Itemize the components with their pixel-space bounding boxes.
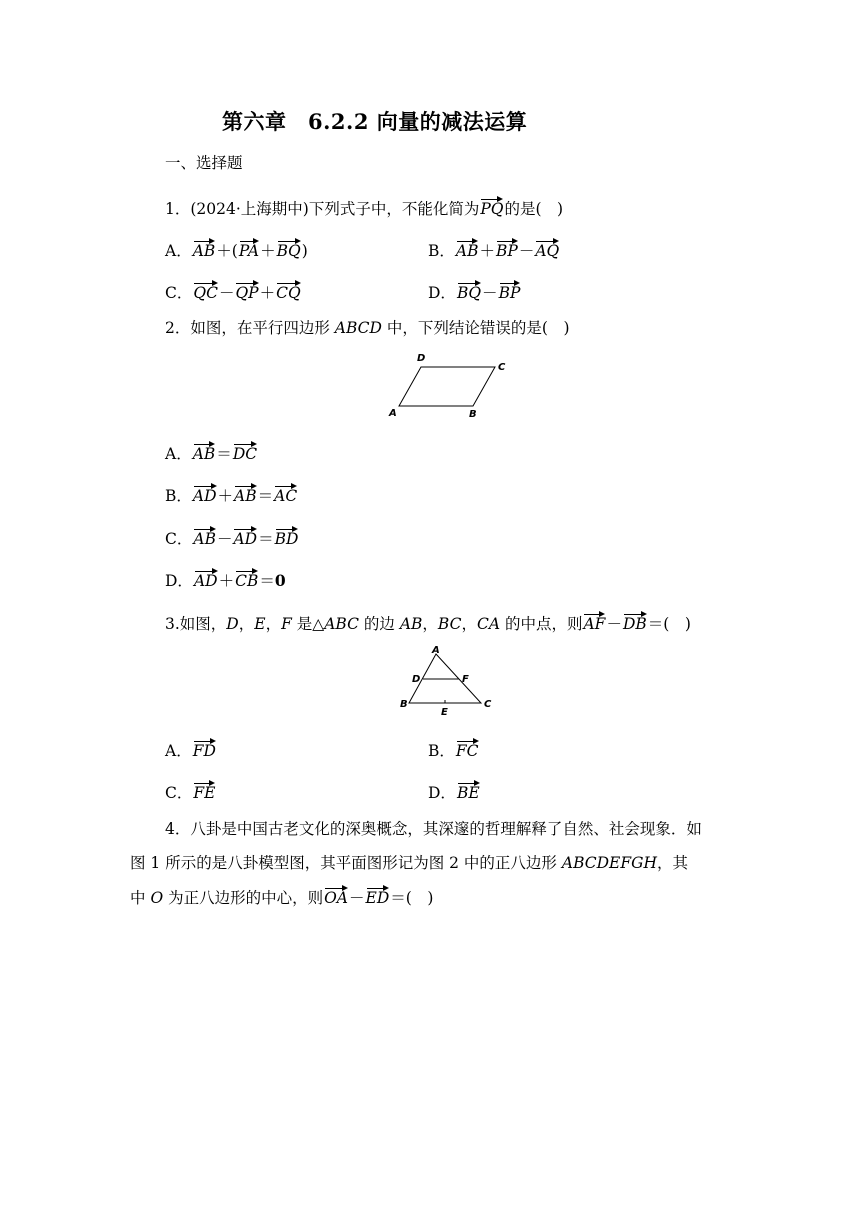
operator: － — [606, 615, 622, 633]
option-label: D． — [428, 784, 456, 802]
q2-stem-text: 2．如图，在平行四边形 — [165, 319, 335, 337]
q3-text: ， — [265, 615, 282, 633]
figure-label-d: D — [412, 674, 421, 685]
operator: ) — [301, 242, 308, 260]
q2-option-c[interactable] — [165, 526, 299, 549]
figure-label-c: C — [498, 362, 506, 373]
figure-label-f: F — [462, 674, 469, 685]
operator: － — [216, 530, 233, 548]
q3-text: ， — [238, 615, 255, 633]
q3-italic: ABC — [324, 615, 359, 633]
q3-italic: AB — [399, 615, 423, 633]
operator: ＝ — [258, 530, 274, 548]
vector: CQ — [276, 280, 301, 302]
operator: ＝ — [216, 445, 232, 463]
operator: ＝ — [257, 487, 274, 505]
vector: FE — [193, 780, 215, 802]
option-label: D． — [165, 572, 193, 590]
vector: AB — [193, 238, 216, 260]
page-title: 第六章 6.2.2 向量的减法运算 — [222, 109, 528, 134]
operator: － — [482, 284, 498, 302]
vector-af: AF — [583, 611, 605, 633]
vector-db: DB — [623, 611, 647, 633]
q3-text: 的中点，则 — [500, 615, 583, 633]
vector: QC — [193, 280, 218, 302]
q3-italic: E — [254, 615, 266, 633]
vector: AB — [456, 238, 479, 260]
q2-option-d[interactable] — [165, 568, 286, 591]
q4-italic: ABCDEFGH — [561, 854, 658, 872]
operator: ＝ — [259, 572, 275, 590]
vector: AB — [234, 483, 257, 505]
parallelogram-figure — [383, 348, 513, 420]
q3-text: 是△ — [291, 615, 325, 633]
figure-label-a: A — [432, 645, 440, 656]
q4-tail: ＝( ) — [390, 889, 434, 907]
q3-option-d[interactable] — [428, 780, 481, 803]
option-label: C． — [165, 530, 193, 548]
vector: BQ — [277, 238, 301, 260]
q3-stem-text: 3.如图， — [165, 615, 227, 633]
q4-text: 中 — [130, 889, 151, 907]
q3-italic: F — [281, 615, 292, 633]
q1-option-b[interactable] — [428, 238, 560, 261]
vector-oa: OA — [324, 885, 348, 907]
question-2-stem — [165, 316, 570, 338]
q2-option-b[interactable] — [165, 483, 298, 506]
q1-option-c[interactable] — [165, 280, 302, 303]
figure-label-b: B — [469, 409, 477, 420]
question-4-line-3 — [130, 885, 433, 908]
q3-text: 的边 — [358, 615, 400, 633]
q4-text: ，其 — [657, 854, 689, 872]
vector: BE — [457, 780, 480, 802]
figure-label-d: D — [417, 353, 426, 364]
operator: － — [349, 889, 365, 907]
operator: ＋( — [216, 242, 238, 260]
q3-option-c[interactable] — [165, 780, 216, 803]
figure-label-b: B — [400, 699, 408, 710]
q2-stem-tail: 中，下列结论错误的是( ) — [381, 319, 570, 337]
vector: AB — [193, 441, 216, 463]
question-1-stem — [165, 196, 563, 219]
vector: DC — [233, 441, 257, 463]
triangle-figure — [396, 642, 496, 718]
vector-pq: PQ — [480, 196, 503, 218]
q4-italic: O — [150, 889, 164, 907]
option-label: A． — [165, 742, 192, 760]
vector-ed: ED — [366, 885, 390, 907]
vector: BP — [496, 238, 518, 260]
vector: AQ — [535, 238, 559, 260]
q2-option-a[interactable] — [165, 441, 258, 464]
q3-text: ， — [461, 615, 477, 633]
option-label: A． — [165, 242, 192, 260]
operator: ＋ — [217, 487, 234, 505]
option-label: D． — [428, 284, 456, 302]
operator: ＋ — [479, 242, 495, 260]
q3-stem-tail: ＝( ) — [647, 615, 691, 633]
operator: － — [518, 242, 535, 260]
vector: FD — [193, 738, 216, 760]
vector: AC — [274, 483, 297, 505]
option-label: C． — [165, 784, 193, 802]
option-label: A． — [165, 445, 192, 463]
question-3-stem — [165, 611, 691, 634]
option-label: B． — [428, 742, 455, 760]
vector: FC — [456, 738, 479, 760]
vector: AD — [193, 483, 217, 505]
q2-stem-italic: ABCD — [334, 319, 382, 337]
zero-vector: 0 — [274, 571, 286, 590]
vector: BP — [499, 280, 521, 302]
operator: ＋ — [259, 284, 276, 302]
option-label: B． — [428, 242, 455, 260]
parallelogram-shape — [399, 367, 495, 406]
figure-label-c: C — [484, 699, 492, 710]
q3-text: ， — [422, 615, 438, 633]
q3-option-a[interactable] — [165, 738, 217, 761]
q3-italic: CA — [476, 615, 501, 633]
vector: AD — [233, 526, 257, 548]
option-label: B． — [165, 487, 192, 505]
vector: PA — [239, 238, 259, 260]
figure-label-e: E — [441, 707, 448, 718]
vector: BD — [275, 526, 299, 548]
q3-option-b[interactable] — [428, 738, 480, 761]
q1-stem-text: 1．(2024·上海期中)下列式子中，不能化简为 — [165, 200, 480, 218]
q3-italic: D — [226, 615, 239, 633]
vector: CB — [235, 568, 258, 590]
question-4-line-1: 4．八卦是中国古老文化的深奥概念，其深邃的哲理解释了自然、社会现象．如 — [165, 820, 702, 838]
vector: AD — [194, 568, 218, 590]
vector: BQ — [457, 280, 481, 302]
figure-label-a: A — [389, 408, 397, 419]
q3-italic: BC — [437, 615, 462, 633]
q1-stem-tail: 的是( ) — [504, 200, 564, 218]
option-label: C． — [165, 284, 193, 302]
operator: － — [218, 284, 235, 302]
q4-text: 图 1 所示的是八卦模型图，其平面图形记为图 2 中的正八边形 — [130, 854, 562, 872]
q4-text: 为正八边形的中心，则 — [163, 889, 324, 907]
q1-option-d[interactable] — [428, 280, 521, 303]
vector: QP — [235, 280, 258, 302]
question-4-line-2 — [130, 851, 688, 873]
vector: AB — [193, 526, 216, 548]
operator: ＋ — [260, 242, 276, 260]
section-heading: 一、选择题 — [165, 154, 243, 172]
q1-option-a[interactable] — [165, 238, 308, 261]
operator: ＋ — [218, 572, 235, 590]
